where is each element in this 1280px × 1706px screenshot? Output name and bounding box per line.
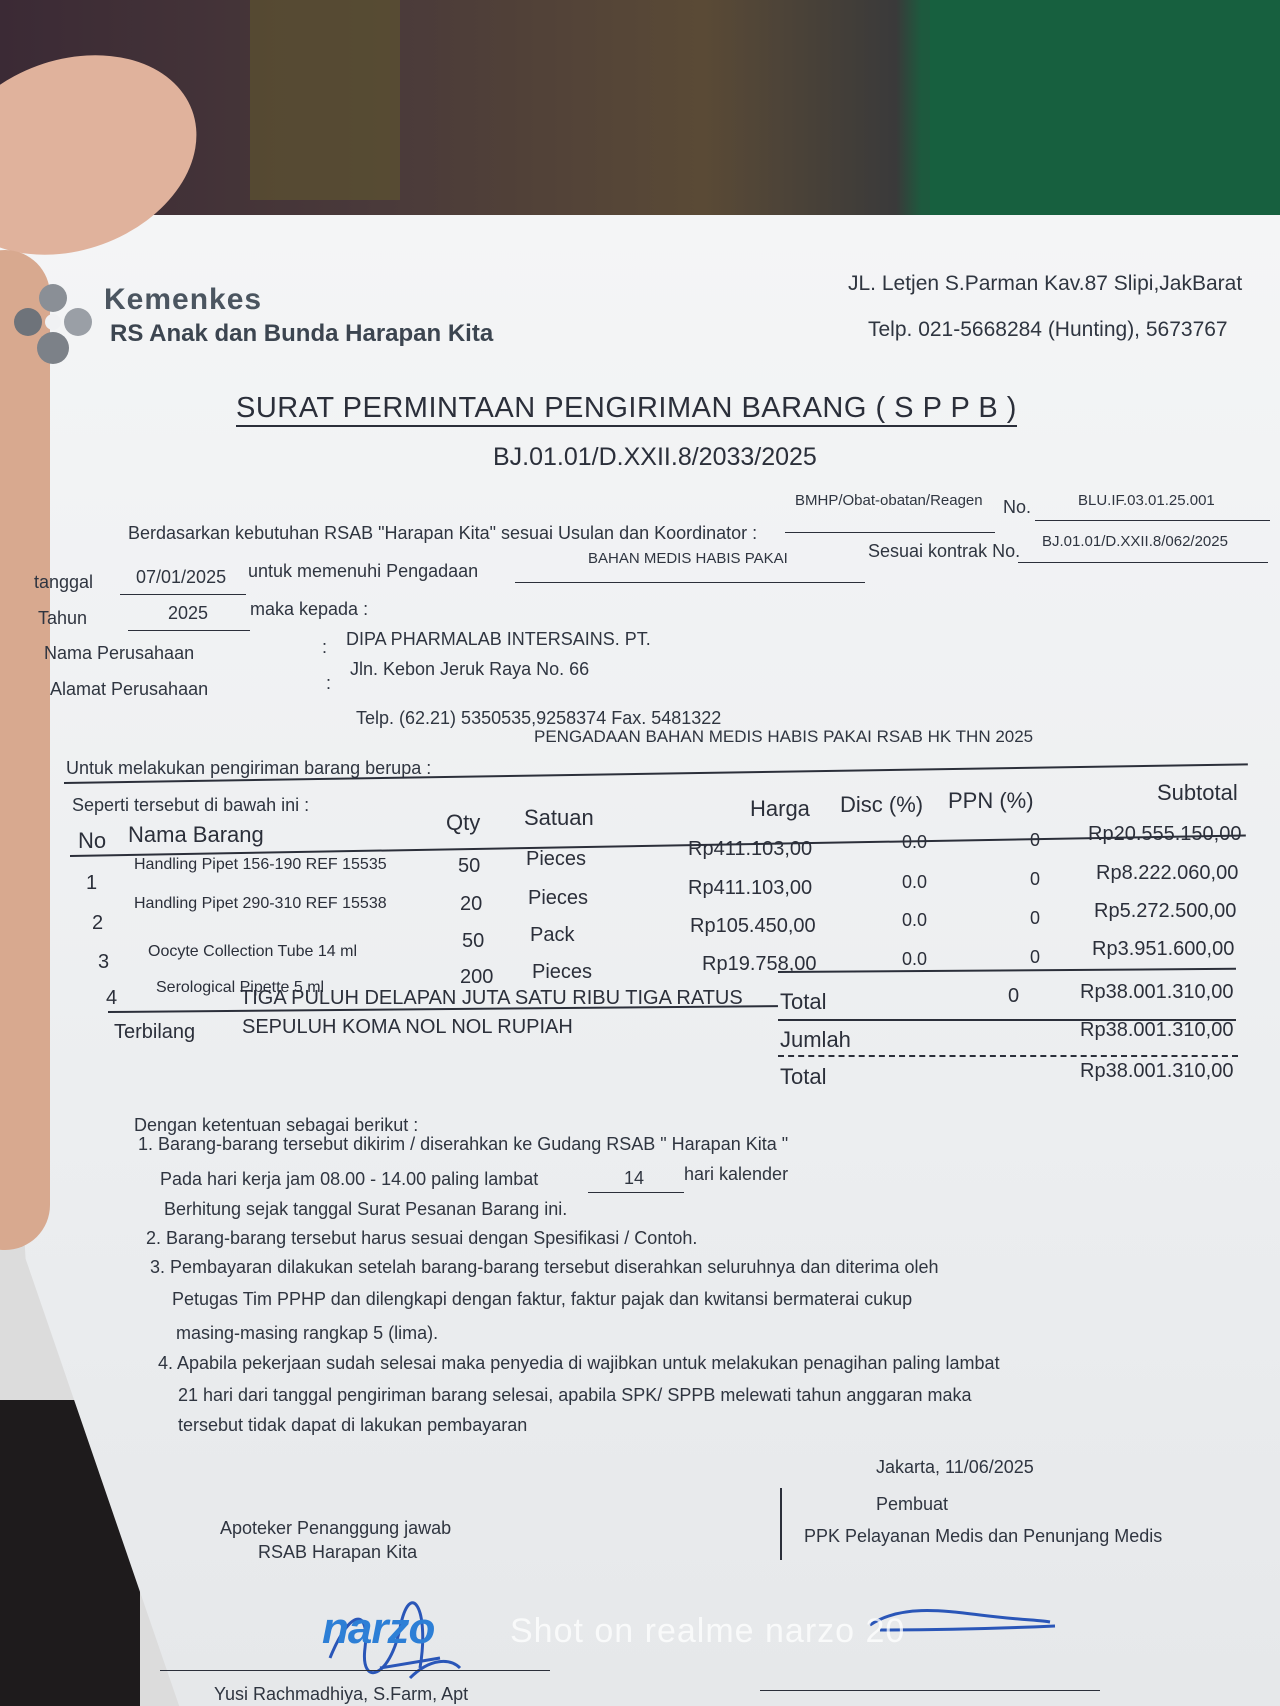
left-signature-line — [160, 1670, 550, 1671]
contract-label: Sesuai kontrak No. — [868, 541, 1021, 561]
date-label: tanggal — [34, 572, 94, 592]
row-qty: 200 — [460, 966, 494, 988]
row-disc: 0.0 — [902, 832, 928, 852]
row-price: Rp19.758,00 — [702, 953, 817, 975]
no-underline — [1035, 520, 1270, 521]
coordinator-value: BMHP/Obat-obatan/Reagen — [795, 492, 983, 509]
page-title: SURAT PERMINTAAN PENGIRIMAN BARANG ( S P P B ) — [236, 392, 1017, 427]
row-qty: 50 — [462, 930, 485, 952]
term-1-line3: Berhitung sejak tanggal Surat Pesanan Barang ini. — [164, 1199, 568, 1219]
contract-underline — [1018, 562, 1268, 563]
total-label: Total — [780, 989, 827, 1014]
row-disc: 0.0 — [902, 872, 928, 892]
procurement-underline — [515, 582, 865, 583]
row-name: Oocyte Collection Tube 14 ml — [148, 943, 357, 960]
year-value: 2025 — [168, 603, 209, 623]
year-underline — [128, 630, 250, 631]
row-disc: 0.0 — [902, 910, 928, 930]
date-value: 07/01/2025 — [136, 567, 227, 587]
maker-label: Pembuat — [876, 1494, 949, 1514]
company-label: Nama Perusahaan — [44, 643, 195, 663]
col-name-header: Nama Barang — [128, 822, 264, 847]
row-ppn: 0 — [1030, 908, 1041, 928]
term-1-line2b: hari kalender — [684, 1164, 789, 1184]
no-label: No. — [1003, 497, 1032, 517]
basis-text: Berdasarkan kebutuhan RSAB "Harapan Kita" sesuai Usulan dan Koordinator : — [128, 523, 758, 543]
row-qty: 50 — [458, 855, 481, 877]
row-subtotal: Rp8.222.060,00 — [1096, 862, 1239, 884]
watermark-text: Shot on realme narzo 20 — [510, 1612, 906, 1650]
org-phone: Telp. 021-5668284 (Hunting), 5673767 — [868, 318, 1228, 341]
hand — [0, 250, 50, 1250]
total-value: Rp38.001.310,00 — [1080, 981, 1234, 1003]
left-signer-name: Yusi Rachmadhiya, S.Farm, Apt — [214, 1684, 469, 1704]
jumlah-value: Rp38.001.310,00 — [1080, 1019, 1234, 1041]
maker-mark — [780, 1488, 782, 1560]
term-4-line1: 4. Apabila pekerjaan sudah selesai maka penyedia di wajibkan untuk melakukan penagihan paling lambat — [158, 1353, 1000, 1373]
row-name: Handling Pipet 156-190 REF 15535 — [134, 856, 387, 873]
company-colon: : — [322, 637, 328, 657]
org-address: JL. Letjen S.Parman Kav.87 Slipi,JakBarat — [848, 272, 1243, 295]
row-unit: Pack — [530, 924, 575, 946]
row-subtotal: Rp20.555.150,00 — [1088, 823, 1242, 845]
procurement-label: untuk memenuhi Pengadaan — [248, 561, 479, 581]
col-unit-header: Satuan — [524, 805, 594, 830]
maker-title: PPK Pelayanan Medis dan Penunjang Medis — [804, 1526, 1163, 1546]
row-price: Rp411.103,00 — [688, 877, 813, 899]
term-1-days: 14 — [624, 1168, 645, 1188]
row-ppn: 0 — [1030, 869, 1041, 889]
col-no-header: No — [78, 828, 107, 853]
terbilang-line1: TIGA PULUH DELAPAN JUTA SATU RIBU TIGA RATUS — [240, 987, 743, 1009]
row-no: 4 — [106, 987, 118, 1009]
term-3-line2: Petugas Tim PPHP dan dilengkapi dengan faktur, faktur pajak dan kwitansi bermaterai cukup — [172, 1289, 913, 1309]
doc-number: BJ.01.01/D.XXII.8/2033/2025 — [493, 443, 817, 471]
row-subtotal: Rp5.272.500,00 — [1094, 900, 1237, 922]
org-name: RS Anak dan Bunda Harapan Kita — [110, 320, 494, 347]
row-disc: 0.0 — [902, 949, 928, 969]
company-phone: Telp. (62.21) 5350535,9258374 Fax. 5481322 — [356, 708, 722, 728]
term-3-line1: 3. Pembayaran dilakukan setelah barang-barang tersebut diserahkan seluruhnya dan diterima oleh — [150, 1257, 939, 1277]
term-2: 2. Barang-barang tersebut harus sesuai dengan Spesifikasi / Contoh. — [146, 1228, 698, 1248]
row-price: Rp105.450,00 — [690, 915, 816, 937]
col-disc-header: Disc (%) — [840, 792, 924, 817]
company-address-value: Jln. Kebon Jeruk Raya No. 66 — [350, 659, 590, 679]
terbilang-line2: SEPULUH KOMA NOL NOL RUPIAH — [242, 1016, 573, 1038]
grand-total-value: Rp38.001.310,00 — [1080, 1060, 1234, 1082]
jumlah-label: Jumlah — [780, 1027, 851, 1052]
row-unit: Pieces — [526, 848, 587, 870]
delivery-value: PENGADAAN BAHAN MEDIS HABIS PAKAI RSAB HK THN 2025 — [534, 727, 1034, 746]
company-address-colon: : — [326, 673, 332, 693]
coordinator-underline — [785, 532, 995, 533]
term-1-line1: 1. Barang-barang tersebut dikirim / diserahkan ke Gudang RSAB " Harapan Kita " — [138, 1134, 789, 1154]
place-date: Jakarta, 11/06/2025 — [876, 1457, 1034, 1477]
col-price-header: Harga — [750, 796, 810, 821]
row-price: Rp411.103,00 — [688, 838, 813, 860]
term-1-days-underline — [588, 1192, 684, 1193]
jumlah-rule — [778, 1055, 1238, 1057]
col-subtotal-header: Subtotal — [1157, 780, 1238, 805]
term-3-line3: masing-masing rangkap 5 (lima). — [176, 1323, 439, 1343]
as-below-text: Seperti tersebut di bawah ini : — [72, 795, 310, 815]
row-no: 2 — [92, 912, 104, 934]
col-qty-header: Qty — [446, 810, 481, 835]
row-name: Serological Pipette 5 ml — [156, 979, 325, 996]
date-underline — [120, 594, 246, 595]
watermark-brand: narzo — [322, 1604, 435, 1653]
company-value: DIPA PHARMALAB INTERSAINS. PT. — [346, 629, 651, 649]
procurement-value: BAHAN MEDIS HABIS PAKAI — [588, 550, 788, 567]
no-value: BLU.IF.03.01.25.001 — [1078, 492, 1215, 509]
row-ppn: 0 — [1030, 947, 1041, 967]
contract-value: BJ.01.01/D.XXII.8/062/2025 — [1042, 533, 1228, 550]
row-unit: Pieces — [528, 887, 589, 909]
row-no: 3 — [98, 951, 110, 973]
total-ppn: 0 — [1008, 985, 1020, 1007]
terbilang-label: Terbilang — [114, 1021, 196, 1043]
row-qty: 20 — [460, 893, 483, 915]
grand-total-label: Total — [780, 1064, 827, 1089]
row-ppn: 0 — [1030, 830, 1041, 850]
company-address-label: Alamat Perusahaan — [50, 679, 209, 699]
col-ppn-header: PPN (%) — [948, 788, 1034, 813]
left-signer-title-1: Apoteker Penanggung jawab — [220, 1518, 452, 1538]
term-4-line2: 21 hari dari tanggal pengiriman barang selesai, apabila SPK/ SPPB melewati tahun anggaran maka — [178, 1385, 972, 1405]
background-door — [250, 0, 400, 200]
year-label: Tahun — [38, 608, 88, 628]
org-brand: Kemenkes — [104, 283, 263, 316]
delivery-label: Untuk melakukan pengiriman barang berupa : — [66, 758, 432, 778]
to-label: maka kepada : — [250, 599, 369, 619]
term-4-line3: tersebut tidak dapat di lakukan pembayaran — [178, 1415, 528, 1435]
right-signature-line — [760, 1690, 1100, 1691]
row-unit: Pieces — [532, 961, 593, 983]
row-no: 1 — [86, 872, 98, 894]
row-subtotal: Rp3.951.600,00 — [1092, 938, 1235, 960]
terms-heading: Dengan ketentuan sebagai berikut : — [134, 1115, 419, 1135]
term-1-line2a: Pada hari kerja jam 08.00 - 14.00 paling lambat — [160, 1169, 539, 1189]
kemenkes-logo-icon — [8, 280, 98, 370]
background-green-board — [930, 0, 1280, 225]
left-signer-title-2: RSAB Harapan Kita — [258, 1542, 418, 1562]
row-name: Handling Pipet 290-310 REF 15538 — [134, 895, 387, 912]
